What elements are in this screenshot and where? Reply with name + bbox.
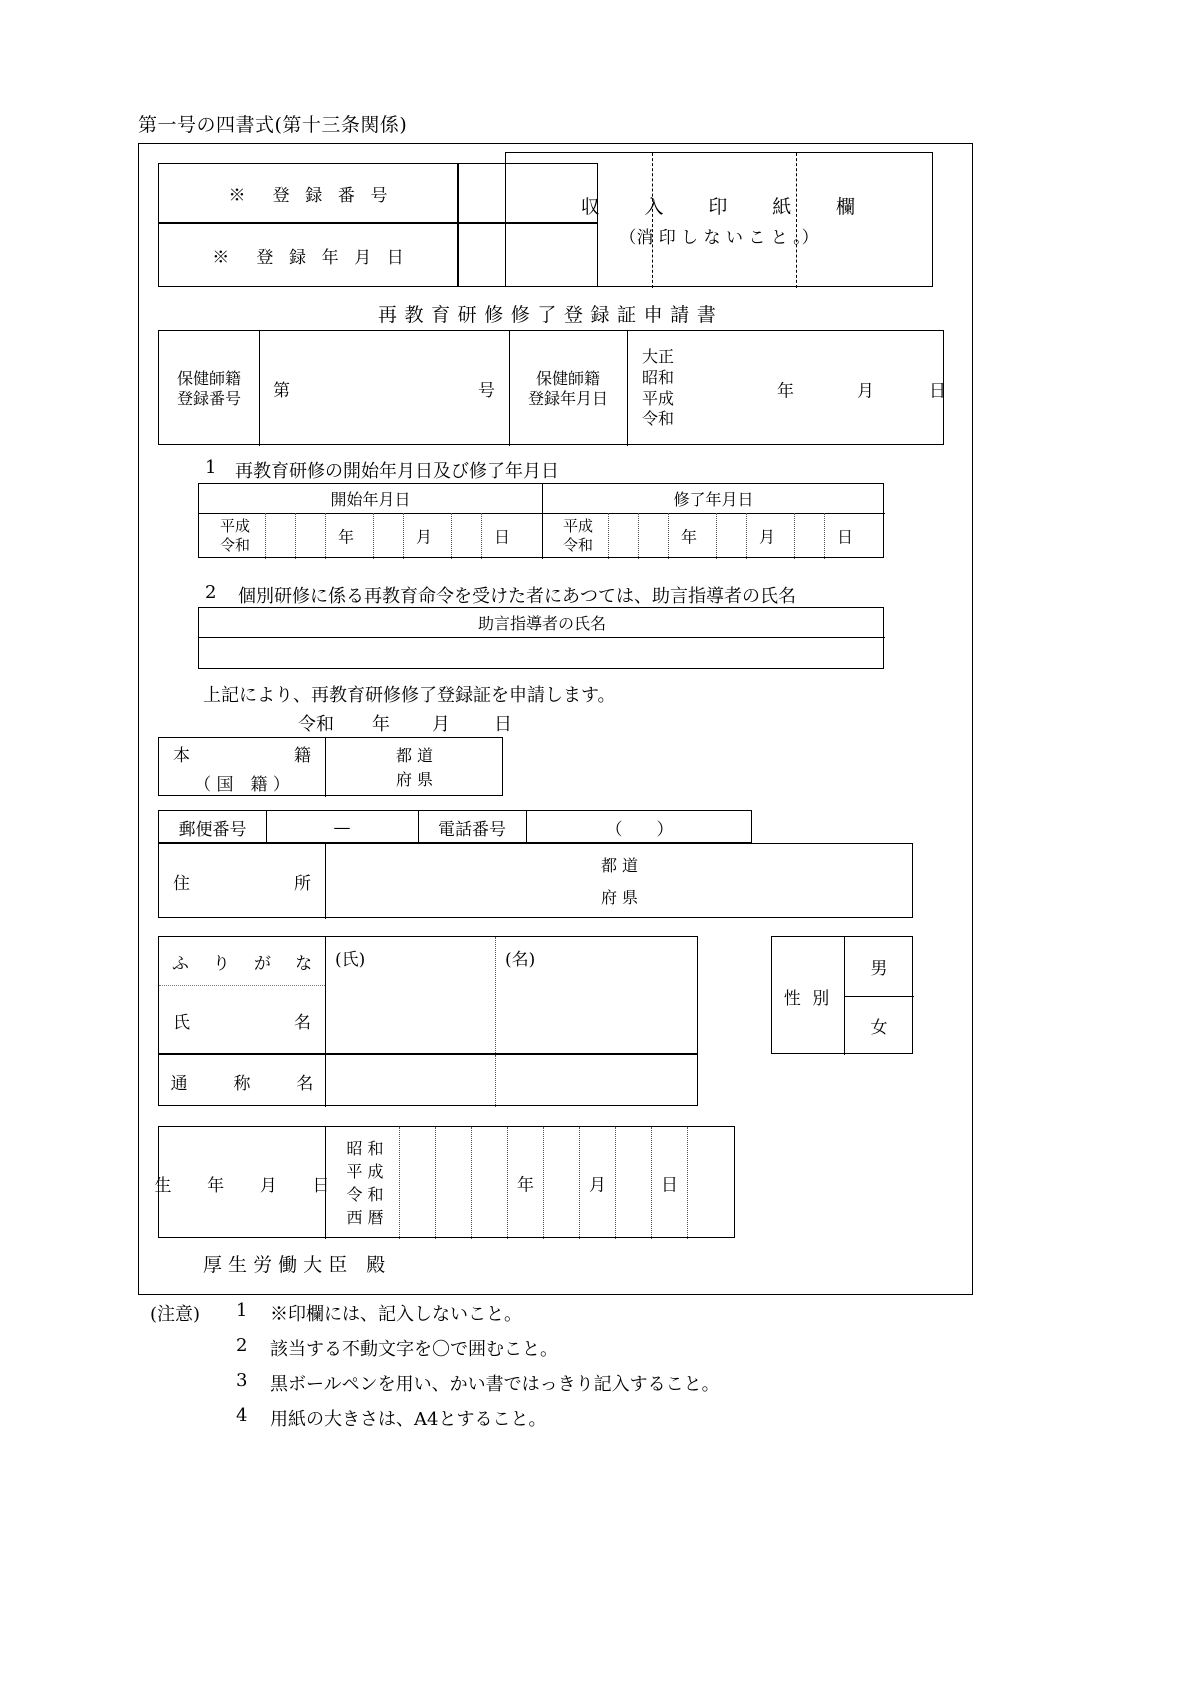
birthdate-dot-9 [687, 1127, 688, 1239]
name-label-mei: 名 [294, 1012, 311, 1033]
section2-value-cell[interactable] [199, 637, 885, 670]
section1-end-era-reiwa: 令和 [562, 536, 593, 554]
section2-value [199, 637, 885, 670]
license-number-label-line2: 登録番号 [176, 388, 241, 408]
address-label [159, 844, 325, 919]
license-registration-row [158, 330, 944, 445]
note-number: 2 [236, 1335, 248, 1356]
section1-start-day-char: 日 [494, 527, 511, 547]
name-block [158, 936, 698, 1054]
honseki-fuken: 府 県 [395, 769, 434, 789]
birthdate-year-char: 年 [517, 1175, 534, 1196]
birthdate-day-char: 日 [661, 1175, 678, 1196]
honseki-todo: 都 道 [395, 746, 434, 766]
gender-label-cell [772, 937, 844, 1055]
section1-end-dot-2 [638, 513, 639, 559]
section2-heading: 個別研修に係る再教育命令を受けた者にあつては、助言指導者の氏名 [238, 586, 796, 607]
givenname-marker: (名) [505, 950, 536, 970]
birthdate-era-reiwa: 令 和 [346, 1185, 384, 1204]
section1-start-dot-2 [295, 513, 296, 559]
section1-end-year-char: 年 [681, 527, 698, 547]
birthdate-label-cell [154, 1127, 339, 1239]
givenname-input-area[interactable] [495, 937, 699, 1055]
name-label-shi: 氏 [173, 1012, 190, 1033]
section1-heading: 再教育研修の開始年月日及び修了年月日 [235, 461, 559, 482]
license-number-field[interactable] [259, 331, 509, 446]
section1-col-end-header-cell [542, 484, 885, 513]
birthdate-dot-3 [471, 1127, 472, 1239]
birthdate-era-stack[interactable] [331, 1127, 399, 1239]
birthdate-dot-6 [579, 1127, 580, 1239]
note-item [150, 1405, 720, 1431]
addressee: 厚 生 労 働 大 臣 殿 [203, 1254, 386, 1276]
note-item [150, 1335, 720, 1361]
notes-lead-spacer [150, 1370, 236, 1396]
license-era-showa: 昭和 [641, 367, 674, 387]
birthdate-field[interactable] [325, 1127, 736, 1239]
note-item [150, 1300, 720, 1326]
phone-label-cell [418, 811, 526, 844]
section1-start-era-heisei: 平成 [219, 517, 250, 536]
postal-label-cell [159, 811, 266, 844]
license-number-label-line1: 保健師籍 [176, 368, 241, 388]
gender-female-label: 女 [870, 1018, 888, 1038]
declaration-era: 令和 [298, 714, 334, 735]
birthdate-dot-2 [435, 1127, 436, 1239]
section1-end-dot-1 [608, 513, 609, 559]
section1-start-dot-4 [373, 513, 374, 559]
section1-end-dot-5 [746, 513, 747, 559]
section1-end-dot-3 [668, 513, 669, 559]
revenue-stamp-title: 収 入 印 紙 欄 [580, 195, 858, 218]
section2-table [198, 607, 884, 669]
revenue-stamp-box[interactable] [505, 152, 933, 287]
phone-paren: （ ） [605, 820, 674, 840]
section1-start-dot-7 [481, 513, 482, 559]
revenue-stamp-note: （消 印 し な い こ と 。） [619, 227, 819, 248]
registration-date-label: ※ 登 録 年 月 日 [212, 247, 409, 268]
note-text: 黒ボールペンを用い、かい書ではっきり記入すること。 [270, 1374, 720, 1395]
section1-end-month-char: 月 [759, 527, 776, 547]
alias-value-field[interactable] [325, 1055, 699, 1107]
license-date-field[interactable] [689, 331, 945, 446]
note-text: 該当する不動文字を〇で囲むこと。 [270, 1339, 558, 1360]
note-number: 1 [236, 1300, 248, 1321]
registration-number-label-cell [158, 163, 458, 223]
notes-block [150, 1300, 720, 1440]
honseki-label-hon: 本 [173, 745, 190, 766]
note-number: 3 [236, 1370, 248, 1391]
declaration-month-char: 月 [432, 714, 450, 735]
birthdate-dot-4 [507, 1127, 508, 1239]
postal-label: 郵便番号 [178, 820, 247, 840]
note-text: 用紙の大きさは、A4とすること。 [270, 1409, 547, 1430]
notes-lead: (注意) [150, 1304, 201, 1325]
postal-value-cell[interactable] [266, 811, 418, 844]
section1-end-day-char: 日 [837, 527, 854, 547]
license-number-label [159, 331, 259, 446]
license-month-char: 月 [857, 381, 874, 401]
license-era-stack[interactable] [627, 331, 689, 446]
section1-start-month-char: 月 [416, 527, 433, 547]
section1-start-dot-1 [265, 513, 266, 559]
surname-marker: (氏) [335, 950, 366, 970]
birthdate-dot-7 [615, 1127, 616, 1239]
gender-label: 性 別 [783, 988, 833, 1009]
section1-col-start-header-cell [199, 484, 542, 513]
name-label-cell [159, 985, 325, 1055]
address-row [158, 843, 913, 918]
form-code: 第一号の四書式(第十三条関係) [138, 114, 408, 136]
address-label-sho: 所 [294, 874, 311, 894]
surname-input-area[interactable] [325, 937, 495, 1055]
address-todo: 都 道 [600, 855, 639, 875]
furigana-label-cell [159, 937, 325, 985]
notes-lead-spacer [150, 1335, 236, 1361]
section1-start-year-char: 年 [338, 527, 355, 547]
note-item [150, 1370, 720, 1396]
declaration-year-char: 年 [372, 714, 390, 735]
alias-row [158, 1054, 698, 1106]
address-fuken: 府 県 [600, 887, 639, 907]
license-era-heisei: 平成 [641, 388, 674, 408]
birthdate-era-showa: 昭 和 [346, 1138, 384, 1158]
registration-number-label: ※ 登 録 番 号 [228, 185, 393, 206]
section1-end-dot-7 [824, 513, 825, 559]
furigana-label: ふ り が な [171, 953, 322, 974]
phone-value-cell[interactable] [526, 811, 753, 844]
birthdate-dot-1 [399, 1127, 400, 1239]
address-value-field[interactable] [325, 844, 914, 919]
section1-col-start-header: 開始年月日 [330, 490, 411, 509]
registration-date-label-cell [158, 223, 458, 287]
declaration-text: 上記により、再教育研修修了登録証を申請します。 [203, 685, 616, 706]
license-year-char: 年 [777, 381, 794, 401]
honseki-row [158, 737, 503, 796]
birthdate-label: 生 年 月 日 [154, 1175, 339, 1196]
alias-value [325, 1055, 699, 1107]
note-text: ※印欄には、記入しないこと。 [270, 1304, 522, 1325]
license-date-label-line2: 登録年月日 [527, 388, 608, 408]
license-dai-char: 第 [273, 381, 290, 401]
birthdate-era-heisei: 平 成 [346, 1161, 384, 1181]
declaration-day-char: 日 [494, 714, 512, 735]
phone-label: 電話番号 [438, 820, 506, 840]
notes-lead-spacer [150, 1405, 236, 1431]
birthdate-era-seireki: 西 暦 [346, 1208, 384, 1228]
honseki-label-line1 [159, 741, 325, 766]
gender-male-option[interactable] [844, 937, 914, 996]
birthdate-dot-5 [543, 1127, 544, 1239]
section1-end-era-heisei: 平成 [562, 517, 593, 536]
section1-start-era-reiwa: 令和 [219, 536, 250, 554]
gender-male-label: 男 [870, 959, 888, 979]
section1-end-dot-6 [794, 513, 795, 559]
birthdate-row [154, 1126, 735, 1238]
page-title: 再 教 育 研 修 修 了 登 録 証 申 請 書 [378, 304, 717, 326]
alias-label: 通 称 名 [170, 1073, 328, 1094]
section1-number: 1 [205, 457, 217, 478]
section1-table [198, 483, 884, 558]
birthdate-month-char: 月 [589, 1175, 606, 1196]
honseki-label-seki: 籍 [294, 745, 311, 766]
section2-col-header: 助言指導者の氏名 [477, 614, 606, 633]
license-era-reiwa: 令和 [641, 409, 674, 429]
section1-start-era-stack[interactable] [205, 513, 265, 559]
license-gou-char: 号 [478, 381, 495, 401]
license-era-taisho: 大正 [641, 346, 674, 366]
section1-start-dot-6 [451, 513, 452, 559]
section1-end-dot-4 [716, 513, 717, 559]
gender-female-option[interactable] [844, 996, 914, 1055]
license-date-label-line1: 保健師籍 [535, 368, 600, 388]
honseki-value-field[interactable] [325, 738, 504, 797]
section2-number: 2 [205, 582, 217, 603]
section1-start-date-field[interactable] [199, 513, 542, 559]
birthdate-dot-8 [651, 1127, 652, 1239]
license-day-char: 日 [929, 381, 946, 401]
alias-label-cell [159, 1055, 328, 1107]
section1-end-era-stack[interactable] [548, 513, 608, 559]
gender-box [771, 936, 913, 1054]
contact-row [158, 810, 752, 843]
license-date-label [509, 331, 627, 446]
section2-header-cell [199, 608, 885, 637]
section1-col-end-header: 修了年月日 [673, 490, 754, 509]
postal-dash: — [333, 817, 351, 838]
honseki-label-line2: （ 国 籍 ） [194, 774, 290, 795]
address-label-ju: 住 [173, 874, 190, 894]
section1-end-date-field[interactable] [542, 513, 885, 559]
section1-start-dot-3 [325, 513, 326, 559]
section1-start-dot-5 [403, 513, 404, 559]
note-number: 4 [236, 1405, 248, 1426]
